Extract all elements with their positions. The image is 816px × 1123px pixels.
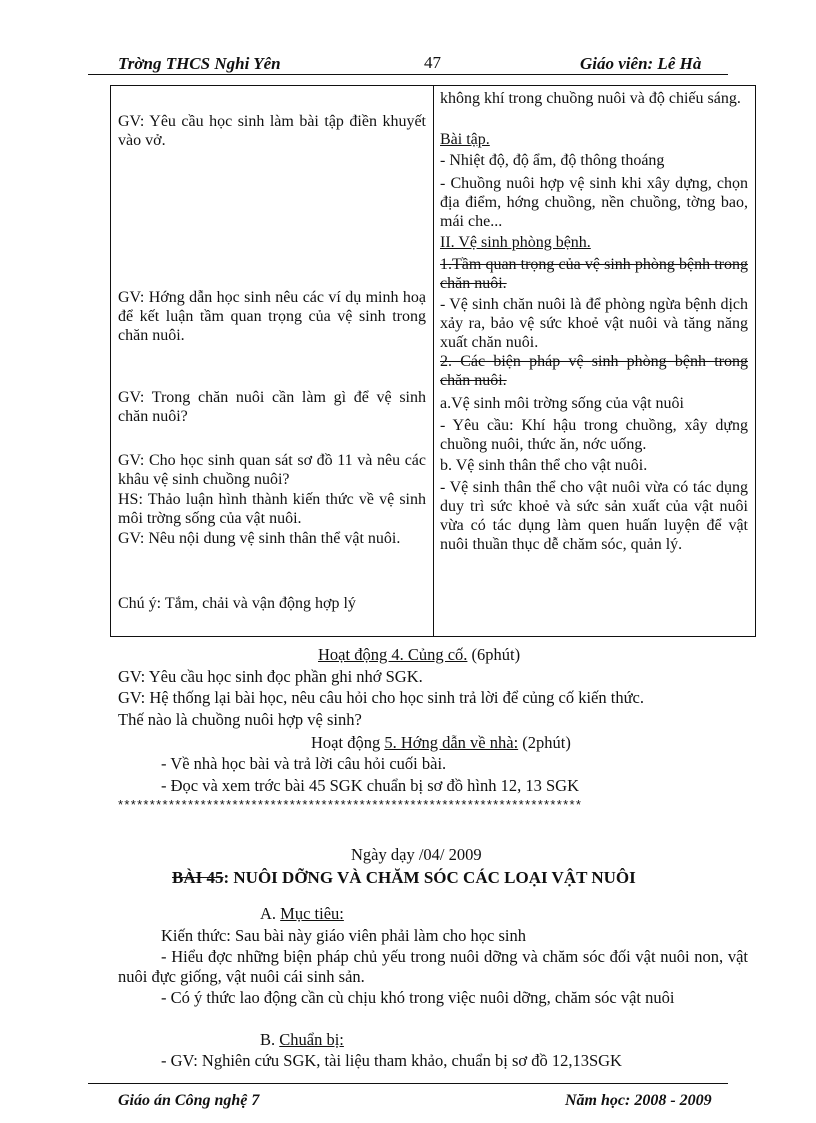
table-right-cell-3: - Nhiệt độ, độ ẩm, độ thông thoáng — [440, 152, 665, 169]
footer-rule — [88, 1083, 728, 1084]
lesson-number: BÀI 45 — [172, 868, 224, 887]
subsection-2-heading: 2. Các biện pháp vệ sinh phòng bệnh trong chăn nuôi. — [440, 353, 748, 389]
lesson-title-text: : NUÔI DỠNG VÀ CHĂM SÓC CÁC LOẠI VẬT NUÔI — [223, 868, 636, 887]
footer-right: Năm học: 2008 - 2009 — [565, 1092, 712, 1109]
table-right-heading-2 — [440, 233, 748, 252]
activity-5-heading — [311, 733, 571, 753]
activity-4-title: Hoạt động 4. Củng cố. — [318, 645, 468, 664]
table-right-cell-10: - Yêu cầu: Khí hậu trong chuồng, xây dựng chuồng nuôi, thức ăn, nớc uống. — [440, 417, 748, 453]
table-left-cell-7: Chú ý: Tắm, chải và vận động hợp lý — [118, 595, 356, 612]
section-a-title: Mục tiêu: — [280, 904, 344, 923]
table-column-divider — [433, 86, 434, 636]
lesson-date: Ngày dạy /04/ 2009 — [351, 845, 482, 864]
activity-4-heading — [318, 645, 520, 665]
activity-4-line-2: GV: Hệ thống lại bài học, nêu câu hỏi cho học sinh trả lời để củng cố kiến thức. — [118, 688, 644, 707]
activity-4-line-1: GV: Yêu cầu học sinh đọc phần ghi nhớ SGK. — [118, 667, 423, 686]
activity-5-line-2: - Đọc và xem trớc bài 45 SGK chuẩn bị sơ đồ hình 12, 13 SGK — [161, 776, 579, 795]
table-left-cell-6: GV: Nêu nội dung vệ sinh thân thể vật nuôi. — [118, 530, 401, 547]
table-left-cell-2: GV: Hớng dẫn học sinh nêu các ví dụ minh hoạ để kết luận tầm quan trọng của vệ sinh trong chăn nuôi. — [118, 289, 426, 344]
section-ii-heading: II. Vệ sinh phòng bệnh. — [440, 234, 591, 251]
section-a-heading — [260, 904, 344, 924]
table-right-cell-4: - Chuồng nuôi hợp vệ sinh khi xây dựng, chọn địa điểm, hớng chuồng, nền chuồng, tờng bao, mái che... — [440, 175, 748, 230]
activity-5-title: 5. Hớng dẫn về nhà: — [384, 733, 519, 752]
table-right-cell-7: - Vệ sinh chăn nuôi là để phòng ngừa bệnh dịch xảy ra, bảo vệ sức khoẻ vật nuôi và tăng năng xuất chăn nuôi. — [440, 296, 748, 351]
footer-left: Giáo án Công nghệ 7 — [118, 1092, 260, 1109]
table-left-cell-3: GV: Trong chăn nuôi cần làm gì để vệ sinh chăn nuôi? — [118, 389, 426, 425]
section-a-label: A. — [260, 904, 281, 923]
section-a-line-3: - Có ý thức lao động cần cù chịu khó trong việc nuôi dỡng, chăm sóc vật nuôi — [161, 988, 675, 1007]
section-a-line-2: - Hiểu đợc những biện pháp chủ yếu trong nuôi dỡng và chăm sóc đối vật nuôi non, vật nuôi đực giống, vật nuôi cái sinh sản. — [118, 947, 748, 986]
table-left-cell-5: HS: Thảo luận hình thành kiến thức về vệ sinh môi trờng sống của vật nuôi. — [118, 491, 426, 527]
table-right-cell-1: không khí trong chuồng nuôi và độ chiếu sáng. — [440, 90, 741, 107]
activity-5-time: (2phút) — [518, 733, 571, 752]
table-right-cell-11: b. Vệ sinh thân thể cho vật nuôi. — [440, 457, 648, 474]
section-b-label: B. — [260, 1030, 280, 1049]
section-b-heading — [260, 1030, 344, 1050]
exercise-heading: Bài tập. — [440, 131, 490, 148]
table-right-cell-12: - Vệ sinh thân thể cho vật nuôi vừa có tác dụng duy trì sức khoẻ và sức sản xuất của vật nuôi vừa có tác dụng làm quen huấn luyện để vật nuôi thuần thục dễ chăm sóc, quản lý. — [440, 479, 748, 553]
section-b-line-1: - GV: Nghiên cứu SGK, tài liệu tham khảo, chuẩn bị sơ đồ 12,13SGK — [161, 1051, 622, 1070]
table-right-heading-3 — [440, 255, 748, 293]
activity-4-time: (6phút) — [467, 645, 521, 664]
lesson-title — [172, 868, 636, 888]
section-a-line-1: Kiến thức: Sau bài này giáo viên phải làm cho học sinh — [161, 926, 526, 945]
subsection-1-heading: 1.Tầm quan trọng của vệ sinh phòng bệnh trong chăn nuôi. — [440, 256, 748, 292]
header-rule — [88, 74, 728, 75]
activity-5-line-1: - Về nhà học bài và trả lời câu hỏi cuối bài. — [161, 754, 447, 773]
activity-5-prefix: Hoạt động — [311, 733, 385, 752]
separator-stars: ************************************************************************* — [118, 797, 583, 812]
section-b-title: Chuẩn bị: — [279, 1030, 344, 1049]
table-right-cell-9: a.Vệ sinh môi trờng sống của vật nuôi — [440, 395, 684, 412]
page-number: 47 — [424, 53, 441, 72]
table-right-heading-4 — [440, 352, 748, 390]
header-school: Trờng THCS Nghi Yên — [118, 54, 281, 73]
table-left-cell-1: GV: Yêu cầu học sinh làm bài tập điền khuyết vào vở. — [118, 113, 426, 149]
activity-4-line-3: Thế nào là chuồng nuôi hợp vệ sinh? — [118, 710, 362, 729]
header-teacher: Giáo viên: Lê Hà — [580, 54, 702, 73]
table-left-cell-4: GV: Cho học sinh quan sát sơ đồ 11 và nêu các khâu vệ sinh chuồng nuôi? — [118, 452, 426, 488]
table-right-heading-exercise — [440, 130, 748, 149]
